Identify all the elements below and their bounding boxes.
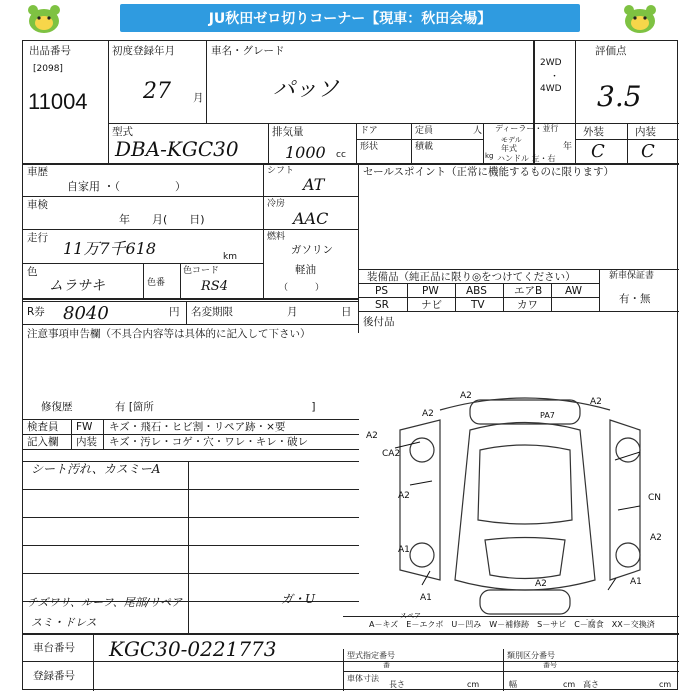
car-damage-diagram: [360, 390, 680, 620]
equip-pw: PW: [422, 285, 439, 297]
name-change-month: 月: [287, 306, 298, 318]
mileage-label: 走行: [27, 232, 48, 244]
name-change-day: 日: [341, 306, 352, 318]
fuel-other: （ ）: [279, 283, 325, 293]
sales-label: セールスポイント（正常に機能するものに限ります）: [363, 166, 615, 178]
diagram-mark-6: CA2: [382, 449, 401, 459]
repair-place: 有 [箇所 ]: [115, 401, 316, 413]
remark-side: ガ・U: [281, 592, 316, 606]
page-title: JU秋田ゼロ切りコーナー【現車：秋田会場】: [120, 4, 580, 32]
dims-height: 高さ: [583, 680, 599, 689]
type-spec-label: 型式指定番号: [347, 651, 395, 660]
reg-year: 27: [143, 79, 171, 104]
dims-width: 幅: [509, 680, 517, 689]
reg-month-unit: 月: [193, 92, 204, 104]
dealer-line1: ディーラー・並行: [495, 124, 559, 133]
equip-leather: カワ: [517, 299, 538, 311]
warranty-value: 有・無: [619, 293, 651, 305]
grade-label: 評価点: [595, 45, 627, 57]
header: [22, 0, 678, 36]
grade-ext-label: 外装: [583, 126, 604, 138]
class-label: 類別区分番号: [507, 651, 555, 660]
inspect-label: 検査員: [27, 421, 59, 433]
diagram-mark-12: [584, 619, 596, 620]
diagram-mark-11: A1: [420, 593, 432, 603]
equip-abs: ABS: [466, 285, 487, 297]
grade-value: 3.5: [597, 80, 642, 113]
equip-navi: ナビ: [421, 299, 442, 311]
type-spec-sub: 番: [383, 661, 390, 669]
diagram-mark-1: A2: [460, 391, 472, 401]
lot-number: 11004: [28, 89, 88, 114]
grade-int-label: 内装: [635, 126, 656, 138]
chassis-value: KGC30-0221773: [109, 637, 277, 661]
shift-value: AT: [303, 175, 325, 194]
person-unit: 人: [473, 126, 483, 136]
inner-text: キズ・汚レ・コゲ・穴・ワレ・キレ・破レ: [109, 436, 309, 448]
mileage-unit: km: [223, 252, 237, 262]
color-code: RS4: [201, 279, 228, 294]
grade-int: C: [641, 141, 655, 162]
cc-unit: cc: [336, 150, 346, 160]
chassis-label: 車台番号: [33, 642, 75, 654]
disp-label: 排気量: [272, 126, 304, 138]
equip-aw: AW: [565, 285, 582, 297]
dims-cm-3: cm: [659, 680, 672, 689]
grade-ext: C: [591, 141, 605, 162]
diagram-mark-7: A2: [398, 491, 410, 501]
diagram-mark-13: A2: [535, 579, 547, 589]
recycle-label: R券: [27, 306, 45, 318]
disp-value: 1000: [285, 143, 326, 162]
outer-text: キズ・飛石・ヒビ割・リペア跡・×要: [109, 421, 286, 433]
reg-label: 初度登録年月: [112, 45, 175, 57]
drive-2wd: 2WD: [540, 58, 562, 68]
door-label: ドア: [360, 126, 378, 136]
fuel-label: 燃料: [267, 232, 286, 242]
fw-label: FW: [76, 421, 93, 433]
color-no-label: 色番: [147, 278, 166, 288]
diagram-mark-9: A1: [398, 545, 410, 555]
dims-cm-2: cm: [563, 680, 576, 689]
entry-label: 記入欄: [27, 436, 59, 448]
mileage-value: 11万7千618: [63, 239, 157, 258]
equipment-label: 装備品（純正品に限り◎をつけてください）: [367, 271, 576, 283]
color-code-label: 色コード: [183, 266, 220, 276]
color-label: 色: [27, 266, 38, 278]
diagram-spare: スペア: [400, 612, 421, 620]
registry-label: 登録番号: [33, 670, 75, 682]
dims-cm-1: cm: [467, 680, 480, 689]
color-value: ムラサキ: [49, 278, 105, 294]
diagram-mark-14: A1: [630, 577, 642, 587]
notes-label: 注意事項申告欄（不具合内容等は具体的に記入して下さい）: [27, 328, 311, 340]
equip-sr: SR: [375, 299, 389, 311]
history-label: 車歴: [27, 166, 48, 178]
remark-line2: チズワリ、ルーフ、尾部/リペア: [27, 596, 183, 609]
recycle-value: 8040: [63, 303, 109, 324]
dims-length: 長さ: [389, 680, 405, 689]
equip-tv: TV: [471, 299, 485, 311]
model-label: 型式: [112, 126, 133, 138]
kg-unit: kg: [485, 152, 494, 160]
drive-4wd: 4WD: [540, 84, 562, 94]
diagram-mark-5: PA7: [540, 411, 555, 420]
diagram-mark-10: A2: [650, 533, 662, 543]
diagram-mark-2: A2: [590, 397, 602, 407]
load-label: 積載: [415, 142, 434, 152]
aircon-value: AAC: [293, 209, 329, 228]
dealer-year: 年式: [501, 144, 517, 153]
lot-sub: [2098]: [33, 64, 63, 74]
car-name: パッソ: [273, 77, 340, 102]
shape-label: 形状: [360, 142, 379, 152]
equip-airbag: エアB: [514, 285, 543, 297]
lot-label: 出品番号: [29, 45, 71, 57]
aircon-label: 冷房: [267, 199, 286, 209]
diagram-mark-8: CN: [648, 493, 662, 503]
dealer-year-unit: 年: [563, 142, 573, 152]
dims-label: 車体寸法: [347, 674, 379, 683]
recycle-unit: 円: [169, 306, 180, 318]
drive-dot: ・: [550, 72, 560, 82]
shaken-label: 車検: [27, 199, 48, 211]
remark-line1: シート汚れ、カスミーA: [31, 462, 161, 476]
diagram-mark-4: A2: [366, 431, 378, 441]
inner-label: 内装: [76, 436, 97, 448]
car-label: 車名・グレード: [211, 45, 285, 57]
new-warranty-label: 新車保証書: [609, 271, 655, 281]
cap-label: 定員: [415, 126, 434, 136]
diagram-mark-3: A2: [422, 409, 434, 419]
remark-line3: スミ・ドレス: [31, 616, 97, 629]
dealer-model: モデル: [501, 136, 522, 144]
dealer-handle: ハンドル 左・右: [497, 154, 556, 163]
repair-label: 修復歴: [41, 401, 73, 413]
after-label: 後付品: [363, 316, 395, 328]
shift-label: シフト: [267, 166, 295, 176]
history-value: 自家用 ・（ ）: [67, 180, 186, 193]
fuel-gas: ガソリン: [291, 244, 333, 256]
damage-legend: A－キズ E－エクボ U－凹み W－補修跡 S－サビ C－腐食 XX－交換済: [369, 620, 655, 629]
class-sub: 番号: [543, 661, 557, 669]
model-value: DBA-KGC30: [115, 137, 239, 161]
equip-ps: PS: [375, 285, 388, 297]
name-change-label: 名変期限: [191, 306, 233, 318]
shaken-value: 年 月( 日): [119, 213, 205, 226]
fuel-diesel: 軽油: [295, 264, 316, 276]
